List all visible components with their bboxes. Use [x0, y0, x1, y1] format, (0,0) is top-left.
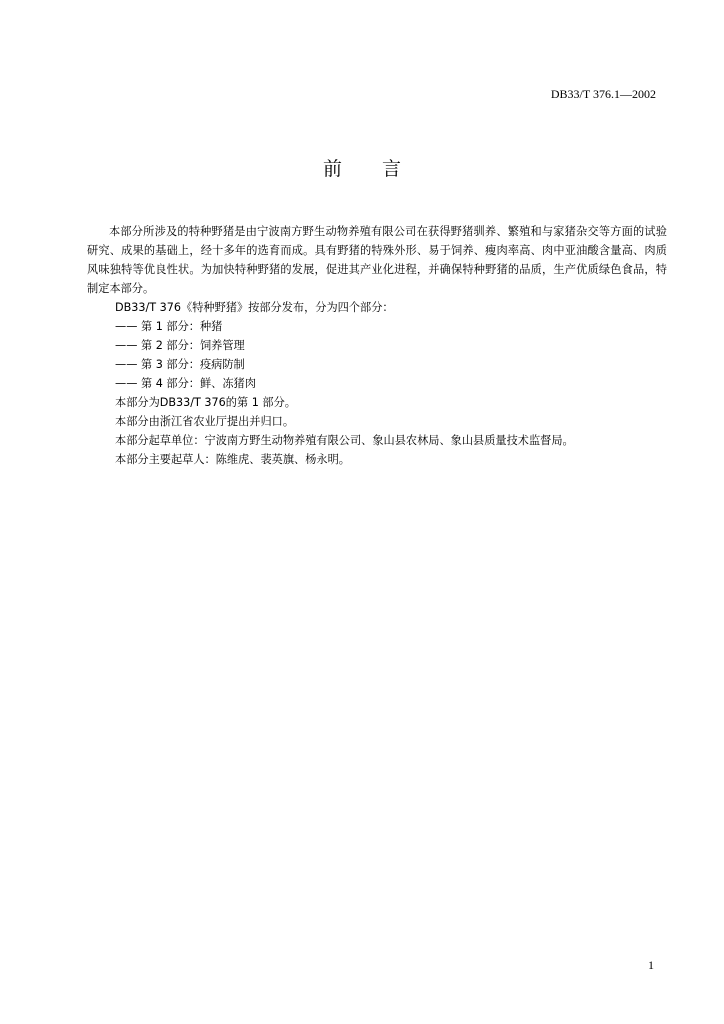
part-list-item-text: 第 3 部分：疫病防制 [141, 358, 245, 371]
intro-paragraph: 本部分所涉及的特种野猪是由宁波南方野生动物养殖有限公司在获得野猪驯养、繁殖和与家猪杂交等方面的试验研究、成果的基础上，经十多年的选育而成。具有野猪的特殊外形、易于饲养、瘦肉率高、肉中亚油酸含量高、肉质风味独特等优良性状。为加快特种野猪的发展，促进其产业化进程，并确保特种野猪的品质，生产优质绿色食品，特制定本部分。 [87, 225, 667, 295]
part-of-line: 本部分为DB33/T 376的第 1 部分。 [115, 396, 296, 409]
page-title [0, 158, 724, 180]
part-list-item [87, 374, 667, 393]
drafting-units-line: 本部分起草单位：宁波南方野生动物养殖有限公司、象山县农林局、象山县质量技术监督局。 [115, 434, 574, 447]
drafters-line: 本部分主要起草人：陈维虎、裴英旗、杨永明。 [115, 453, 350, 466]
part-list-item [87, 355, 667, 374]
list-dash: —— [115, 377, 138, 390]
structure-intro-line: DB33/T 376《特种野猪》按部分发布，分为四个部分： [115, 301, 394, 314]
list-dash: —— [115, 358, 138, 371]
page-number: 1 [648, 958, 654, 972]
part-list-item-text: 第 2 部分：饲养管理 [141, 339, 245, 352]
page-title-char-1: 前 [322, 158, 342, 180]
list-dash: —— [115, 339, 138, 352]
part-list-item-text: 第 4 部分：鲜、冻猪肉 [141, 377, 256, 390]
foreword-body [87, 222, 667, 469]
part-list-item [87, 336, 667, 355]
list-dash: —— [115, 320, 138, 333]
proposed-by-line: 本部分由浙江省农业厅提出并归口。 [115, 415, 295, 428]
page-title-char-2: 言 [382, 158, 402, 180]
part-list-item-text: 第 1 部分：种猪 [141, 320, 223, 333]
part-list-item [87, 317, 667, 336]
document-code: DB33/T 376.1—2002 [550, 87, 656, 101]
